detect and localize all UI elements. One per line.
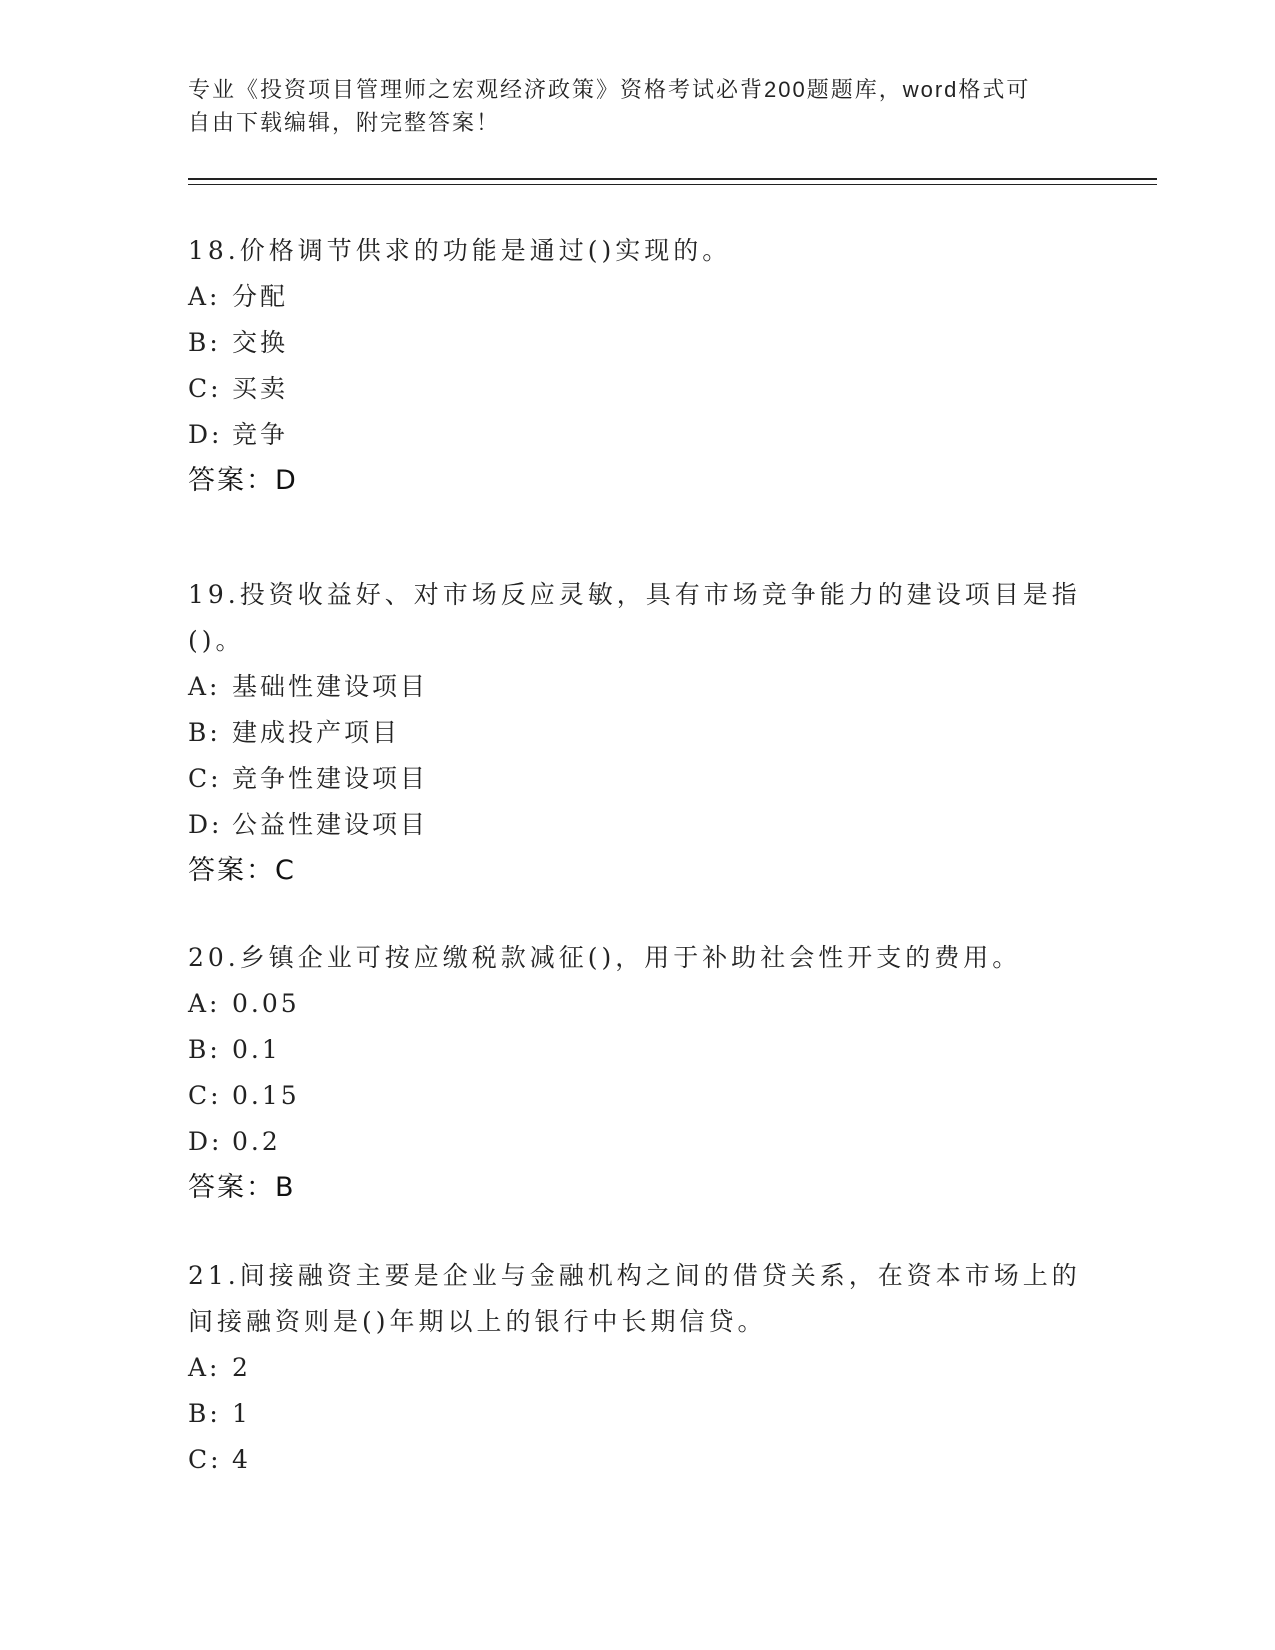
option-b [188, 710, 1088, 756]
option-key: D: [188, 420, 223, 449]
option-text: 竞争性建设项目 [232, 764, 429, 793]
option-text: 0.2 [232, 1127, 281, 1156]
question-stem: 18.价格调节供求的功能是通过()实现的。 [188, 236, 732, 265]
answer-line: 答案：C [188, 855, 296, 886]
option-text: 4 [232, 1445, 251, 1474]
option-d [188, 802, 1088, 848]
option-key: D: [188, 810, 223, 839]
option-d [188, 1119, 1088, 1165]
option-text: 1 [232, 1399, 251, 1428]
document-header [188, 73, 1088, 139]
option-b [188, 1391, 1088, 1437]
option-a [188, 981, 1088, 1027]
option-a [188, 274, 1088, 320]
question-stem: 20.乡镇企业可按应缴税款减征()，用于补助社会性开支的费用。 [188, 943, 1022, 972]
option-text: 竞争 [232, 420, 289, 449]
option-key: A: [188, 1353, 221, 1382]
option-text: 建成投产项目 [232, 718, 401, 747]
question-stem: 19.投资收益好、对市场反应灵敏，具有市场竞争能力的建设项目是指()。 [188, 580, 1081, 655]
option-key: B: [188, 718, 221, 747]
question-18 [188, 228, 1088, 504]
option-text: 2 [232, 1353, 251, 1382]
option-b [188, 1027, 1088, 1073]
option-key: D: [188, 1127, 223, 1156]
option-text: 0.05 [232, 989, 300, 1018]
header-line-1: 专业《投资项目管理师之宏观经济政策》资格考试必背200题题库，word格式可 [188, 77, 1031, 102]
header-rule-thick [188, 178, 1157, 180]
question-stem: 21.间接融资主要是企业与金融机构之间的借贷关系，在资本市场上的间接融资则是()年期以上的银行中长期信贷。 [188, 1261, 1081, 1336]
option-a [188, 664, 1088, 710]
option-text: 0.1 [232, 1035, 281, 1064]
question-21 [188, 1253, 1088, 1483]
option-text: 分配 [232, 282, 289, 311]
option-key: C: [188, 764, 222, 793]
question-20 [188, 935, 1088, 1211]
answer-line: 答案：B [188, 1172, 296, 1203]
option-c [188, 756, 1088, 802]
answer-line: 答案：D [188, 465, 298, 496]
option-key: C: [188, 1445, 222, 1474]
option-text: 基础性建设项目 [232, 672, 429, 701]
option-key: A: [188, 672, 221, 701]
option-text: 买卖 [232, 374, 289, 403]
question-19 [188, 572, 1088, 894]
option-text: 公益性建设项目 [232, 810, 429, 839]
option-key: A: [188, 282, 221, 311]
option-key: C: [188, 1081, 222, 1110]
option-a [188, 1345, 1088, 1391]
option-key: C: [188, 374, 222, 403]
option-text: 交换 [232, 328, 289, 357]
option-c [188, 1073, 1088, 1119]
option-b [188, 320, 1088, 366]
option-c [188, 366, 1088, 412]
header-rule-thin [188, 184, 1157, 185]
option-c [188, 1437, 1088, 1483]
option-d [188, 412, 1088, 458]
option-key: B: [188, 1399, 221, 1428]
option-key: A: [188, 989, 221, 1018]
header-line-2: 自由下载编辑，附完整答案！ [188, 110, 501, 135]
option-text: 0.15 [232, 1081, 300, 1110]
option-key: B: [188, 1035, 221, 1064]
option-key: B: [188, 328, 221, 357]
